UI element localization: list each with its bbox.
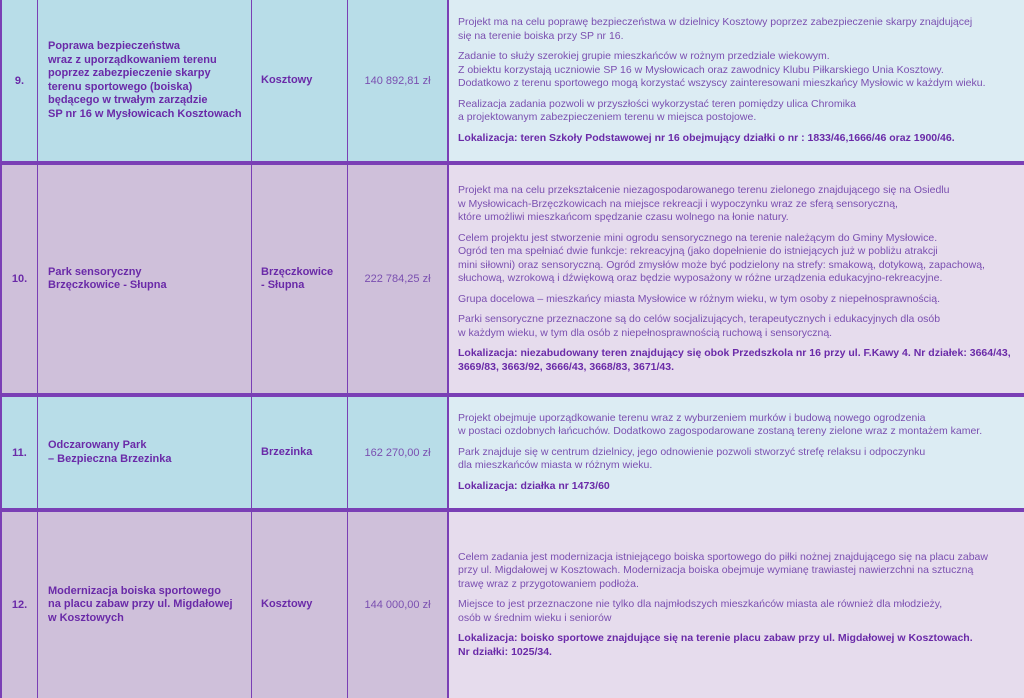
location-text: Lokalizacja: działka nr 1473/60	[458, 479, 610, 492]
location-text: Lokalizacja: boisko sportowe znajdujące się na terenie placu zabaw przy ul. Migdałowej w Kosztowach. Nr działki: 1025/34.	[458, 632, 973, 658]
table-row	[2, 0, 1024, 161]
project-description	[448, 0, 1024, 161]
district: Kosztowy	[252, 512, 348, 698]
district: Brzęczkowice - Słupna	[252, 165, 348, 393]
description-paragraph: Projekt obejmuje uporządkowanie terenu wraz z wyburzeniem murków i budową nowego ogrodzenia w postaci ozdobnych łańcuchów. Dodatkowo zagospodarowane zostaną tereny zielone wraz z montażem kamer.	[458, 411, 983, 438]
description-paragraph: Celem zadania jest modernizacja istniejącego boiska sportowego do piłki nożnej znajdującego się na placu zabaw przy ul. Migdałowej w Kosztowach. Modernizacja boiska obejmuje wymianę trawiastej nawierzchni na sztuczną trawę wraz z przygotowaniem podłoża.	[458, 550, 988, 590]
amount: 140 892,81 zł	[348, 0, 448, 161]
district: Brzezinka	[252, 397, 348, 508]
location-text: Lokalizacja: niezabudowany teren znajdujący się obok Przedszkola nr 16 przy ul. F.Kawy 4. Nr działek: 3664/43, 3669/83, 3663/92, 3666/43, 3668/83, 3671/43.	[458, 347, 1011, 373]
row-number: 9.	[2, 0, 38, 161]
project-description	[448, 397, 1024, 508]
project-title: Modernizacja boiska sportowego na placu zabaw przy ul. Migdałowej w Kosztowych	[38, 512, 252, 698]
description-paragraph: Realizacja zadania pozwoli w przyszłości wykorzystać teren pomiędzy ulica Chromika a projektowanym zabezpieczeniem terenu w miejsca postojowe.	[458, 97, 856, 123]
table-row	[2, 397, 1024, 508]
amount: 162 270,00 zł	[348, 397, 448, 508]
district: Kosztowy	[252, 0, 348, 161]
amount: 222 784,25 zł	[348, 165, 448, 393]
amount: 144 000,00 zł	[348, 512, 448, 698]
description-paragraph: Projekt ma na celu przekształcenie niezagospodarowanego terenu zielonego znajdującego się na Osiedlu w Mysłowicach-Brzęczkowicach na miejsce rekreacji i wypoczynku wraz ze sferą sensoryczną, które umożliwi mieszkańcom spędzanie czasu wolnego na łonie natury.	[458, 184, 950, 223]
row-number: 12.	[2, 512, 38, 698]
description-paragraph: Celem projektu jest stworzenie mini ogrodu sensorycznego na terenie należącym do Gminy Mysłowice. Ogród ten ma spełniać dwie funkcje: rekreacyjną (jako dopełnienie do istniejących już w pobliżu atrakcji mini siłowni) oraz sensoryczną. Ogród zmysłów może być podzielony na strefy: smakową, dotykową, zapachową, słuchową, wzrokową i dźwiękową oraz będzie wyposażony w różne urządzenia edukacyjno-rekreacyjne.	[458, 231, 985, 284]
description-paragraph: Parki sensoryczne przeznaczone są do celów socjalizujących, terapeutycznych i edukacyjnych dla osób w każdym wieku, w tym dla osób z niepełnosprawnością ruchową i sensoryczną.	[458, 313, 941, 339]
project-title: Odczarowany Park – Bezpieczna Brzezinka	[38, 397, 252, 508]
description-paragraph: Grupa docelowa – mieszkańcy miasta Mysłowice w różnym wieku, w tym osoby z niepełnosprawnością.	[458, 292, 941, 305]
project-description	[448, 512, 1024, 698]
row-number: 10.	[2, 165, 38, 393]
description-paragraph: Park znajduje się w centrum dzielnicy, jego odnowienie pozwoli stworzyć strefę relaksu i odpoczynku dla mieszkańców miasta w różnym wieku.	[458, 445, 926, 472]
row-number: 11.	[2, 397, 38, 508]
project-title: Park sensoryczny Brzęczkowice - Słupna	[38, 165, 252, 393]
project-title: Poprawa bezpieczeństwa wraz z uporządkowaniem terenu poprzez zabezpieczenie skarpy terenu sportowego (boiska) będącego w trwałym zarządzie SP nr 16 w Mysłowicach Kosztowach	[38, 0, 252, 161]
description-paragraph: Projekt ma na celu poprawę bezpieczeństwa w dzielnicy Kosztowy poprzez zabezpieczenie skarpy znajdującej się na terenie boiska przy SP nr 16.	[458, 16, 973, 42]
description-paragraph: Miejsce to jest przeznaczone nie tylko dla najmłodszych mieszkańców miasta ale również dla młodzieży, osób w średnim wieku i seniorów	[458, 598, 943, 624]
location-text: Lokalizacja: teren Szkoły Podstawowej nr 16 obejmujący działki o nr : 1833/46,1666/46 oraz 1900/46.	[458, 131, 955, 144]
project-description	[448, 165, 1024, 393]
table-row	[2, 512, 1024, 698]
table-row	[2, 165, 1024, 393]
description-paragraph: Zadanie to służy szerokiej grupie mieszkańców w rożnym przedziale wiekowym. Z obiektu korzystają uczniowie SP 16 w Mysłowicach oraz zawodnicy Klubu Piłkarskiego Unia Kosztowy. Dodatkowo z terenu sportowego mogą korzystać wszyscy zainteresowani mieszkańcy Mysłowic w każdym wieku.	[458, 50, 986, 89]
